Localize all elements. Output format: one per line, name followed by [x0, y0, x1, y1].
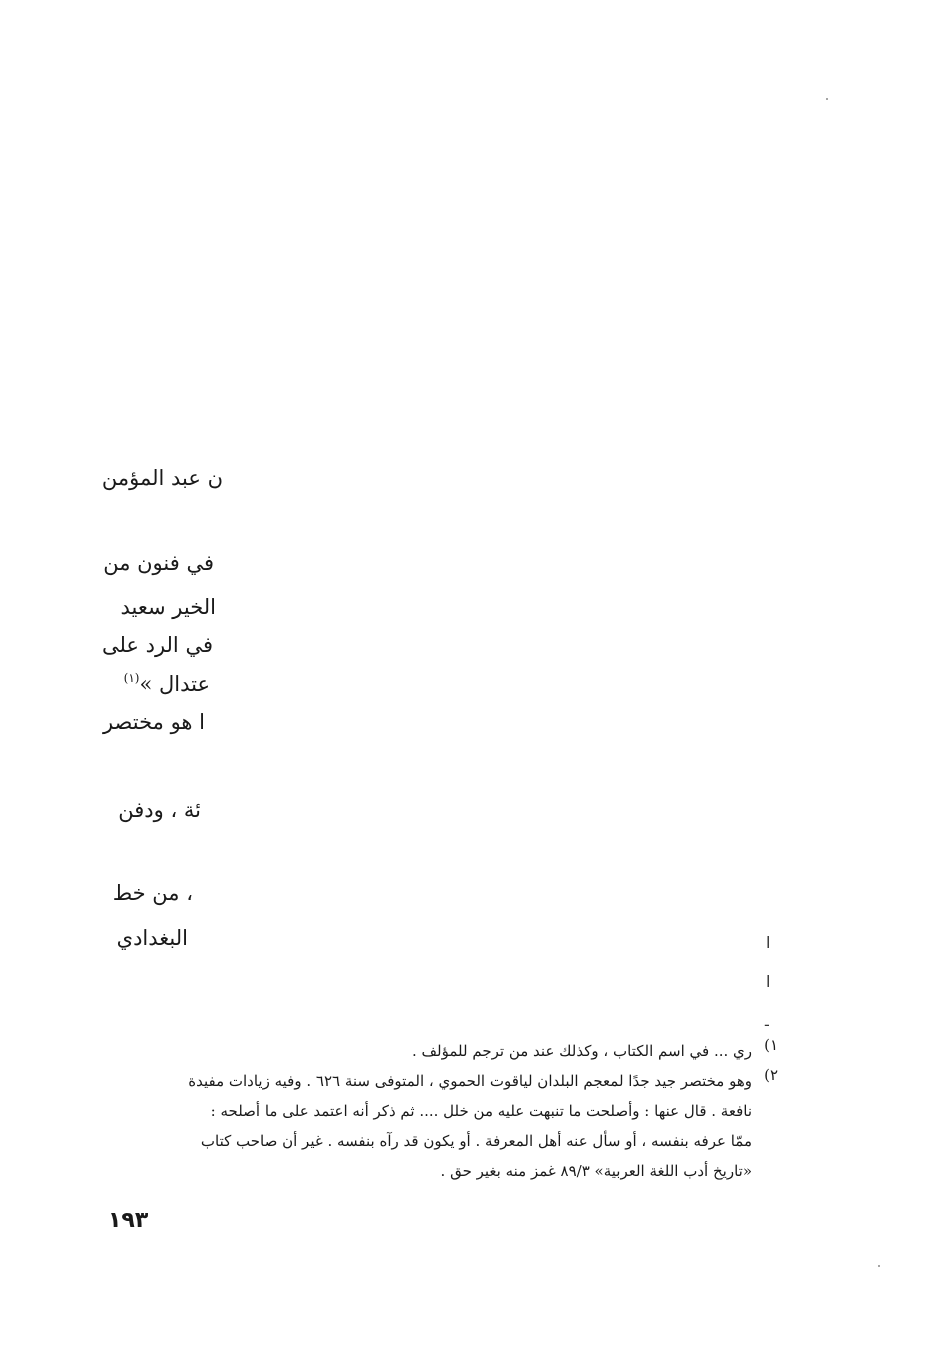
body-fragment: في فنون من — [103, 551, 214, 575]
page-number: ١٩٣ — [108, 1208, 149, 1233]
body-fragment: الخير سعيد — [120, 595, 216, 619]
body-fragment: ، من خط — [112, 881, 193, 905]
footnote-line: ري ... في اسم الكتاب ، وكذلك عند من ترجم للمؤلف . — [411, 1042, 752, 1060]
footnotes — [108, 1036, 778, 1186]
footnote-number: ١) — [764, 1036, 778, 1054]
footnote-line: نافعة . قال عنها : وأصلحت ما تنبهت عليه من خلل .... ثم ذكر أنه اعتمد على ما أصلحه : — [210, 1102, 752, 1120]
margin-mark: - — [764, 1015, 770, 1034]
scan-speck — [878, 1265, 880, 1267]
body-fragment: البغدادي — [116, 926, 188, 950]
footnote — [108, 1066, 778, 1186]
body-fragment: ن عبد المؤمن — [101, 466, 223, 490]
body-fragment-with-ref — [124, 672, 210, 695]
footnote-line: ممّا عرفه بنفسه ، أو سأل عنه أهل المعرفة . أو يكون قد رآه بنفسه . غير أن صاحب كتاب — [200, 1132, 752, 1150]
body-fragment-text: عتدال » — [139, 672, 210, 696]
body-fragment: ا هو مختصر — [102, 710, 205, 734]
footnote — [108, 1036, 778, 1066]
body-fragment: ئة ، ودفن — [118, 798, 201, 822]
footnote-line: «تاريخ أدب اللغة العربية» ٨٩/٣ غمز منه بغير حق . — [440, 1162, 752, 1180]
margin-mark: ا — [766, 972, 771, 991]
margin-mark: ا — [766, 933, 771, 952]
body-fragment: في الرد على — [101, 633, 213, 657]
footnote-number: ٢) — [764, 1066, 778, 1084]
scan-speck — [826, 98, 828, 100]
footnote-ref: (١) — [123, 671, 140, 685]
footnote-line: وهو مختصر جيد جدًا لمعجم البلدان لياقوت الحموي ، المتوفى سنة ٦٢٦ . وفيه زيادات مفيدة — [188, 1072, 752, 1090]
